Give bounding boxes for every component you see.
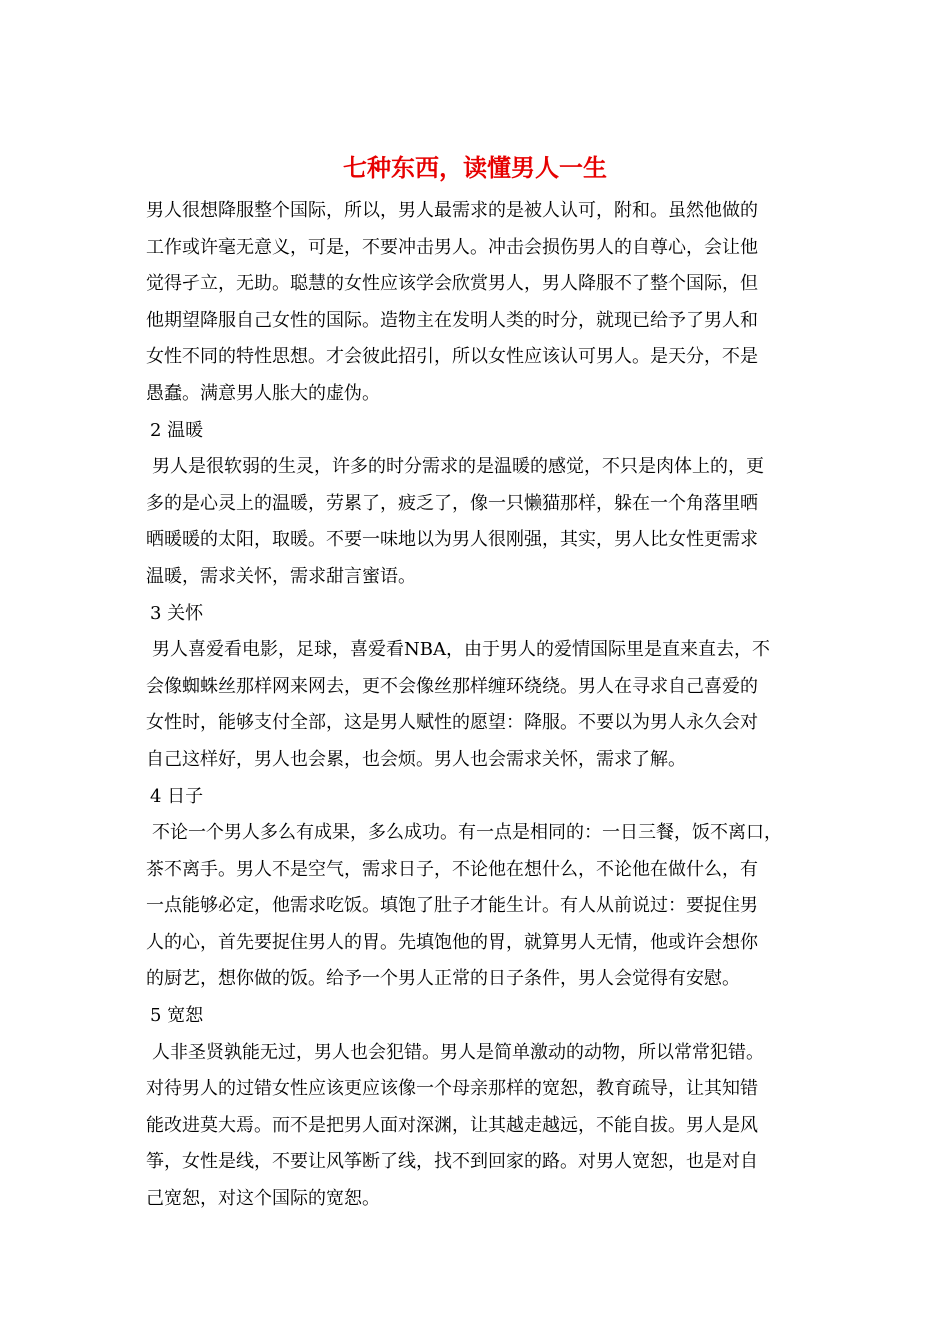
paragraph-line: 一点能够必定，他需求吃饭。填饱了肚子才能生计。有人从前说过：要捉住男 — [146, 895, 758, 917]
paragraph-line: 人非圣贤孰能无过，男人也会犯错。男人是简单激动的动物，所以常常犯错。 — [152, 1041, 764, 1063]
paragraph-line: 女性时，能够支付全部，这是男人赋性的愿望：降服。不要以为男人永久会对 — [146, 712, 758, 734]
paragraph-line: 人的心，首先要捉住男人的胃。先填饱他的胃，就算男人无情，他或许会想你 — [146, 931, 758, 953]
section-warmth — [146, 413, 814, 596]
document-body — [146, 193, 814, 1218]
section-care — [146, 596, 814, 779]
paragraph-line: 愚蠢。满意男人胀大的虚伪。 — [146, 382, 380, 404]
paragraph-line: 对待男人的过错女性应该更应该像一个母亲那样的宽恕，教育疏导，让其知错 — [146, 1078, 758, 1100]
section-heading: 5 宽恕 — [150, 1005, 204, 1027]
paragraph-line: 男人喜爱看电影，足球，喜爱看NBA，由于男人的爱情国际里是直来直去，不 — [152, 639, 770, 661]
paragraph-line: 能改进莫大焉。而不是把男人面对深渊，让其越走越远，不能自拔。男人是风 — [146, 1114, 758, 1136]
intro-paragraph — [146, 193, 814, 413]
paragraph-line: 他期望降服自己女性的国际。造物主在发明人类的时分，就现已给予了男人和 — [146, 309, 758, 331]
paragraph-line: 温暖，需求关怀，需求甜言蜜语。 — [146, 565, 416, 587]
section-heading: 2 温暖 — [150, 419, 204, 441]
section-forgiveness — [146, 998, 814, 1218]
document-title: 七种东西，读懂男人一生 — [343, 153, 607, 182]
paragraph-line: 男人很想降服整个国际，所以，男人最需求的是被人认可，附和。虽然他做的 — [146, 200, 758, 221]
paragraph-line: 不论一个男人多么有成果，多么成功。有一点是相同的：一日三餐，饭不离口， — [152, 822, 782, 844]
paragraph-line: 工作或许毫无意义，可是，不要冲击男人。冲击会损伤男人的自尊心，会让他 — [146, 236, 758, 258]
section-heading: 3 关怀 — [150, 602, 204, 624]
paragraph-line: 筝，女性是线，不要让风筝断了线，找不到回家的路。对男人宽恕，也是对自 — [146, 1151, 758, 1173]
paragraph-line: 自己这样好，男人也会累，也会烦。男人也会需求关怀，需求了解。 — [146, 748, 686, 770]
paragraph-line: 觉得孑立，无助。聪慧的女性应该学会欣赏男人，男人降服不了整个国际，但 — [146, 273, 758, 295]
paragraph-line: 多的是心灵上的温暖，劳累了，疲乏了，像一只懒猫那样，躲在一个角落里晒 — [146, 492, 758, 514]
paragraph-line: 晒暖暖的太阳，取暖。不要一味地以为男人很刚强，其实，男人比女性更需求 — [146, 529, 758, 551]
paragraph-line: 己宽恕，对这个国际的宽恕。 — [146, 1188, 380, 1210]
paragraph-line: 女性不同的特性思想。才会彼此招引，所以女性应该认可男人。是天分，不是 — [146, 346, 758, 368]
section-daily-life — [146, 779, 814, 999]
paragraph-line: 的厨艺，想你做的饭。给予一个男人正常的日子条件，男人会觉得有安慰。 — [146, 968, 740, 990]
section-heading: 4 日子 — [150, 785, 204, 807]
paragraph-line: 茶不离手。男人不是空气，需求日子，不论他在想什么，不论他在做什么，有 — [146, 858, 758, 880]
paragraph-line: 男人是很软弱的生灵，许多的时分需求的是温暖的感觉，不只是肉体上的，更 — [152, 456, 764, 478]
paragraph-line: 会像蜘蛛丝那样网来网去，更不会像丝那样缠环绕绕。男人在寻求自己喜爱的 — [146, 675, 758, 697]
